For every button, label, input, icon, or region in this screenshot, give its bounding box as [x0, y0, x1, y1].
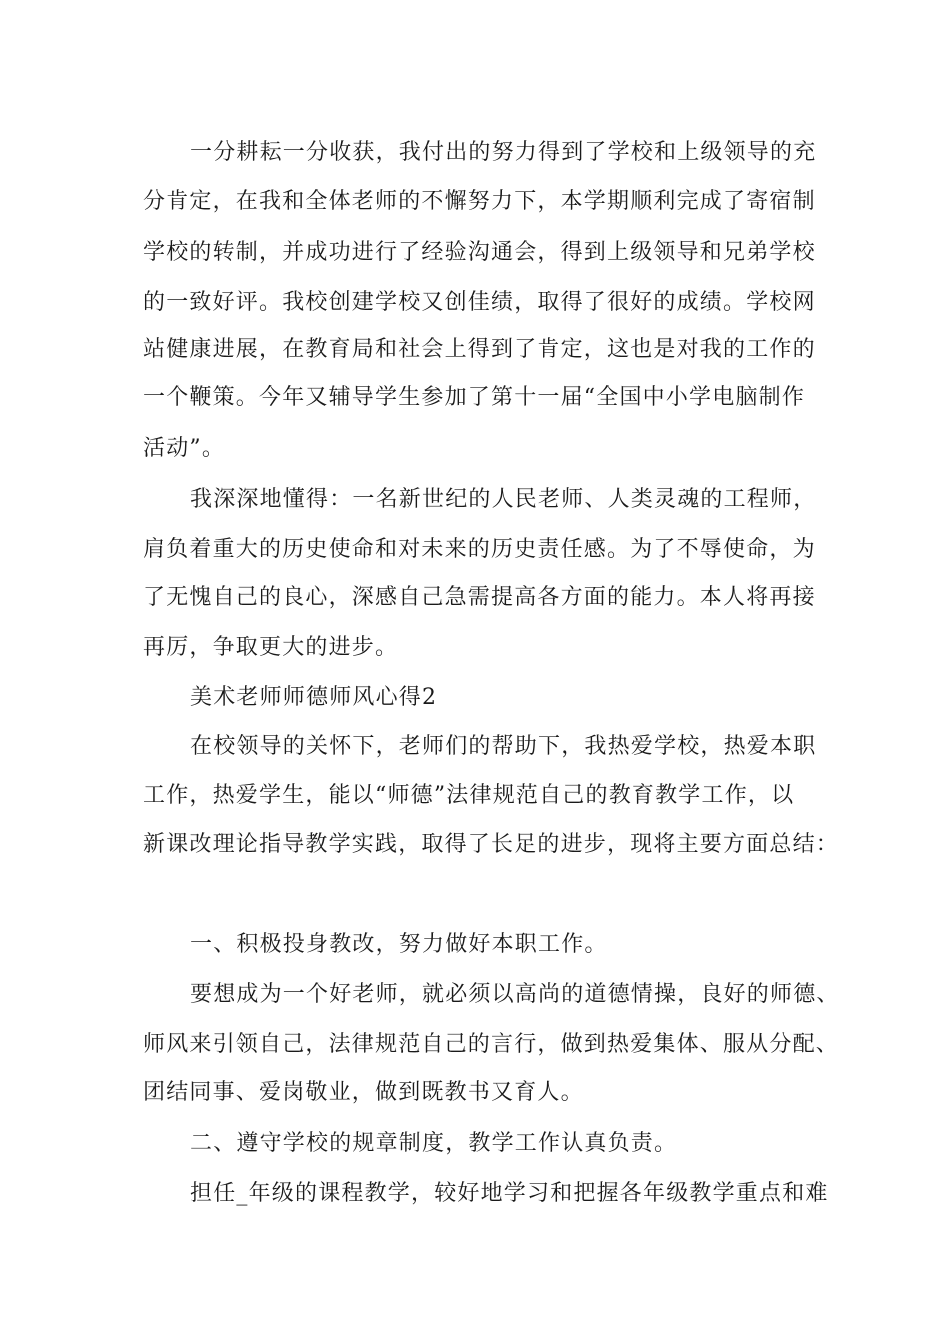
text-line: 一个鞭策。今年又辅导学生参加了第十一届“全国中小学电脑制作 [143, 385, 806, 410]
text-line: 再厉，争取更大的进步。 [143, 635, 399, 660]
section-heading: 一、积极投身教改，努力做好本职工作。 [190, 932, 608, 957]
text-line: 担任_年级的课程教学，较好地学习和把握各年级教学重点和难 [190, 1181, 829, 1206]
text-line: 新课改理论指导教学实践，取得了长足的进步，现将主要方面总结： [143, 832, 840, 857]
text-line: 在校领导的关怀下，老师们的帮助下，我热爱学校，热爱本职 [190, 734, 817, 759]
text-line: 要想成为一个好老师，就必须以高尚的道德情操，良好的师德、 [190, 982, 840, 1007]
text-line: 了无愧自己的良心，深感自己急需提高各方面的能力。本人将再接 [143, 585, 816, 610]
section-heading: 二、遵守学校的规章制度，教学工作认真负责。 [190, 1131, 678, 1156]
text-line: 的一致好评。我校创建学校又创佳绩，取得了很好的成绩。学校网 [143, 290, 816, 315]
text-line: 肩负着重大的历史使命和对未来的历史责任感。为了不辱使命，为 [143, 537, 816, 562]
section-title: 美术老师师德师风心得2 [190, 685, 438, 710]
text-line: 我深深地懂得：一名新世纪的人民老师、人类灵魂的工程师， [190, 487, 817, 512]
text-line: 一分耕耘一分收获，我付出的努力得到了学校和上级领导的充 [190, 140, 817, 165]
text-line: 团结同事、爱岗敬业，做到既教书又育人。 [143, 1080, 584, 1105]
text-line: 分肯定，在我和全体老师的不懈努力下，本学期顺利完成了寄宿制 [143, 189, 816, 214]
text-line: 站健康进展，在教育局和社会上得到了肯定，这也是对我的工作的 [143, 337, 816, 362]
text-line: 学校的转制，并成功进行了经验沟通会，得到上级领导和兄弟学校 [143, 240, 816, 265]
text-line: 活动”。 [143, 436, 226, 461]
text-line: 师风来引领自己，法律规范自己的言行，做到热爱集体、服从分配、 [143, 1032, 840, 1057]
text-line: 工作，热爱学生，能以“师德”法律规范自己的教育教学工作，以 [143, 783, 795, 808]
